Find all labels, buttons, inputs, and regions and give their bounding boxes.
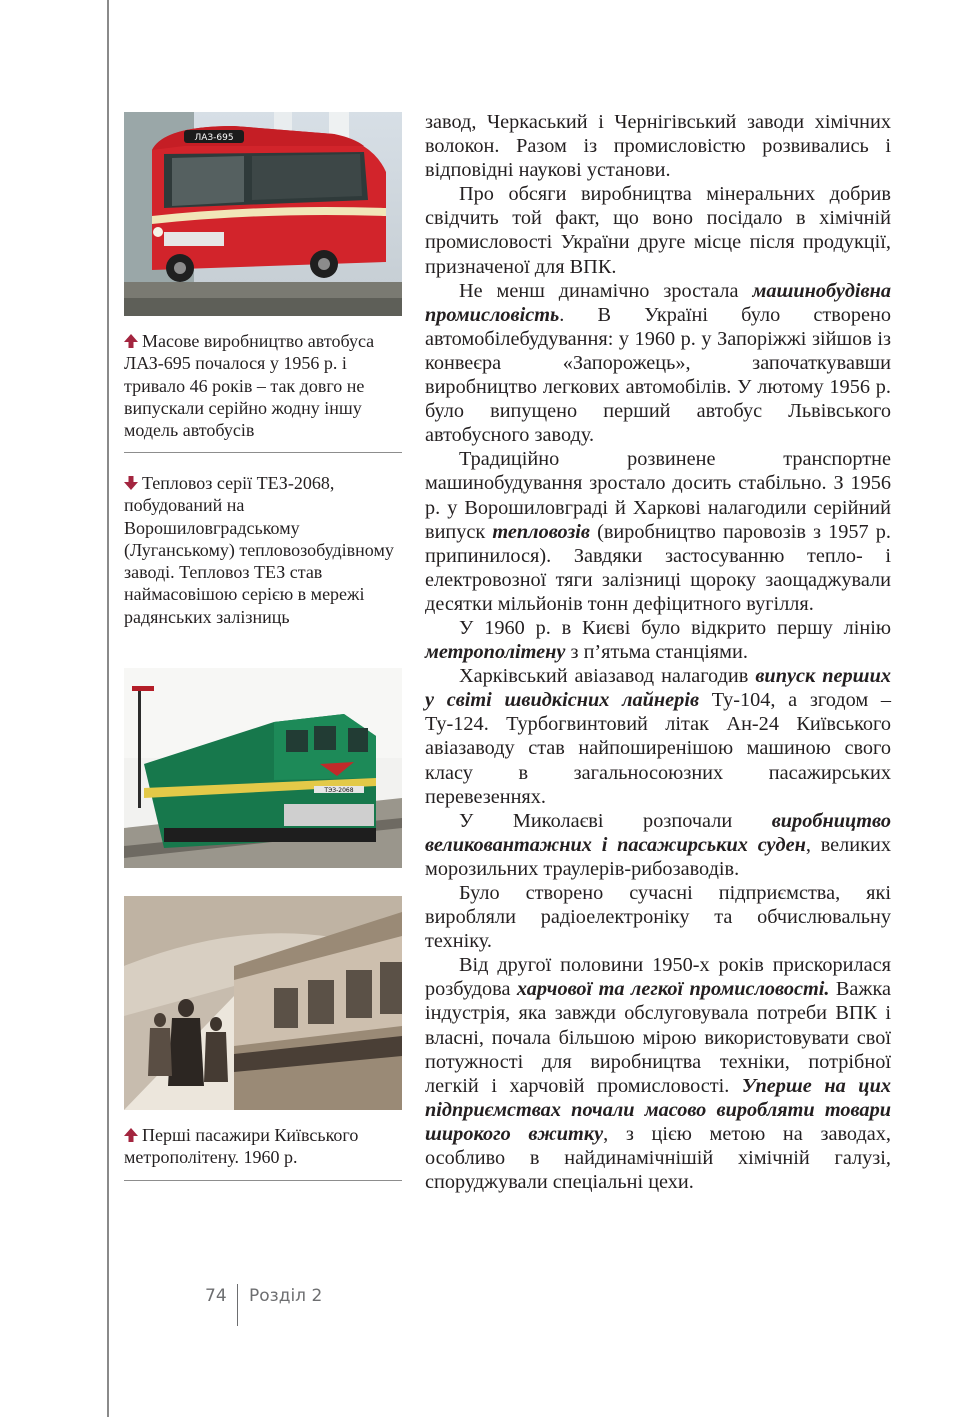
bus-caption [124, 330, 402, 441]
body-text: з п’ятьма станціями. [565, 641, 748, 664]
body-paragraph [425, 447, 891, 616]
metro-caption [124, 1124, 402, 1169]
body-text: У 1960 р. в Києві було відкрито першу лінію [459, 616, 891, 639]
bus-caption-text: Масове виробництво автобуса ЛАЗ-695 почалося у 1956 р. і тривало 46 років – так довго не випускали серійно жодну іншу модель автобусів [124, 331, 375, 441]
main-text-column [425, 110, 891, 1194]
caption-divider [124, 452, 402, 453]
key-term: Уперше на цих підприємствах почали масово виробляти товари широкого вжитку [425, 1074, 892, 1145]
caption-divider [124, 1180, 402, 1181]
body-paragraph [425, 953, 891, 1194]
locomotive-number-text: ТЭЗ-2068 [324, 787, 354, 794]
key-term: харчової та легкої промисловості. [516, 978, 830, 1001]
body-text: Не менш динамічно зростала [459, 279, 753, 302]
body-paragraph: Було створено сучасні підприємства, які виробляли радіоелектроніку та обчислювальну техніку. [425, 882, 891, 953]
body-paragraph [425, 279, 891, 448]
body-text: Від другої половини 1950-х років прискорилася розбудова [425, 954, 891, 1001]
locomotive-caption [124, 472, 402, 628]
section-label: Розділ 2 [249, 1286, 323, 1306]
body-paragraph [425, 664, 891, 809]
metro-platform-photo [124, 896, 402, 1110]
body-text: Харківський авіазавод налагодив [459, 665, 756, 688]
key-term: випуск перших у світі швидкісних лайнерів [425, 665, 891, 712]
footer-separator [237, 1284, 238, 1326]
body-text: Важка індустрія, яка завжди обслуговувала потреби ВПК і власні, почала більшою мірою використовувати свої потужності для виробництва техніки, потрібної легкій і харчовій промисловості. [425, 978, 891, 1097]
body-text: Традиційно розвинене транспортне машинобудування зростало досить стабільно. З 1956 р. у Ворошиловграді й Харкові налагодили серійний випуск [425, 448, 891, 543]
key-term: тепловозів [492, 520, 590, 543]
body-paragraph: завод, Черкаський і Чернігівський заводи хімічних волокон. Разом із промисловістю розвивались і відповідні наукові установи. [425, 111, 891, 182]
page-number: 74 [205, 1286, 227, 1306]
body-text: , великих морозильних траулерів-рибозаводів. [425, 833, 891, 880]
bus-plate-text: ЛАЗ-695 [194, 133, 234, 143]
body-paragraph [425, 809, 891, 881]
arrow-down-icon [124, 476, 138, 490]
body-text: (виробництво паровозів з 1957 р. припинилося). Завдяки застосуванню тепло- і електровозної тяги залізниці щороку заощаджували десятки мільйонів тонн дефіцитного вугілля. [425, 520, 891, 615]
bus-photo [124, 112, 402, 316]
metro-caption-text: Перші пасажири Київського метрополітену. 1960 р. [124, 1125, 359, 1168]
body-text: Ту-104, а згодом – Ту-124. Турбогвинтовий літак Ан-24 Київського авіазаводу став найпоширенішою машиною свого класу в загальносоюзних пасажирських перевезеннях. [425, 689, 891, 808]
key-term: машинобудівна промисловість [425, 279, 891, 326]
body-text: У Миколаєві розпочали [459, 809, 772, 832]
locomotive-illustration [124, 668, 402, 868]
body-text: , з цією метою на заводах, особливо в найдинамічнішій хімічній галузі, споруджували спеціальні цехи. [425, 1122, 891, 1194]
key-term: метрополітену [425, 641, 566, 664]
arrow-up-icon [124, 1128, 138, 1142]
metro-illustration [124, 896, 402, 1110]
locomotive-caption-text: Тепловоз серії ТЕЗ-2068, побудований на Ворошиловградському (Луганському) тепловозобудівному заводі. Тепловоз ТЕЗ став наймасовішою серією в мережі радянських залізниць [124, 473, 394, 627]
body-paragraph: Про обсяги виробництва мінеральних добрив свідчить той факт, що воно посідало в хімічній промисловості України друге місце після продукції, призначеної для ВПК. [425, 183, 891, 278]
body-text: . В Україні було створено автомобілебудування: у 1960 р. у Запоріжжі зійшов із конвеєра «Запорожець», започаткувавши виробництво легкових автомобілів. У лютому 1956 р. було випущено перший автобус Львівського автобусного заводу. [425, 303, 891, 447]
bus-illustration [124, 112, 402, 316]
arrow-up-icon [124, 334, 138, 348]
locomotive-photo [124, 668, 402, 868]
key-term: виробництво великовантажних і пасажирських суден [425, 809, 891, 856]
page-margin-rule [107, 0, 109, 1417]
body-paragraph [425, 616, 891, 664]
